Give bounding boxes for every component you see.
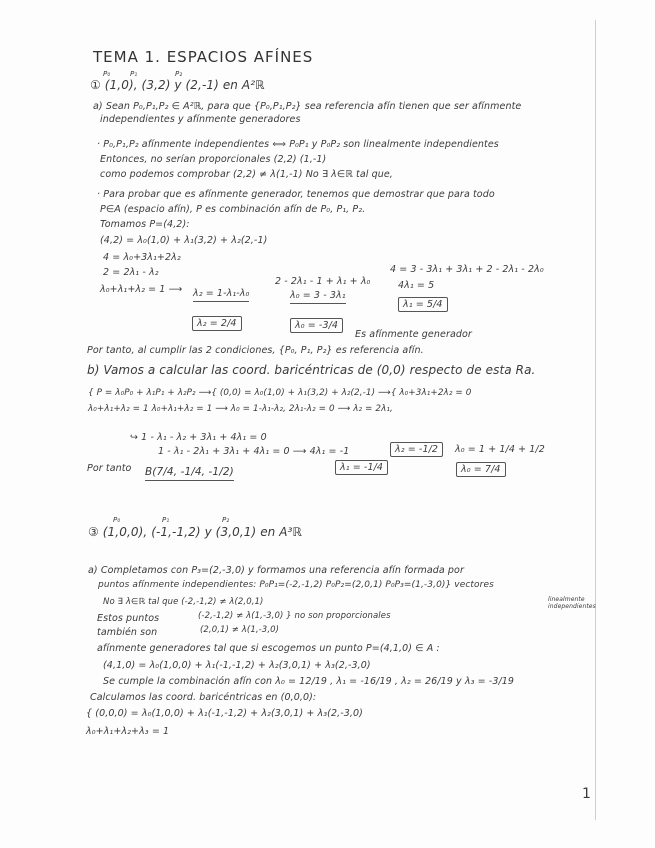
equation: 2 = 2λ₁ - λ₂ [103, 267, 159, 278]
text-line: · Para probar que es afínmente generador, tenemos que demostrar que para todo [97, 189, 495, 200]
text-line: a) Sean P₀,P₁,P₂ ∈ A²ℝ, para que {P₀,P₁,P₂} sea referencia afín tienen que ser afínmente [93, 101, 522, 112]
text-line: (2,0,1) ≠ λ(1,-3,0) [200, 625, 280, 635]
text-line: Por tanto [87, 463, 132, 474]
text-line: · P₀,P₁,P₂ afínmente independientes ⟺ P₀P₁ y P₀P₂ son linealmente independientes [97, 139, 499, 150]
result-box: λ₂ = -1/2 [390, 442, 443, 457]
equation: 4 = 3 - 3λ₁ + 3λ₁ + 2 - 2λ₁ - 2λ₀ [390, 264, 544, 275]
exercise-1-statement: ① (1,0), (3,2) y (2,-1) en A²ℝ [90, 78, 265, 92]
text-line: Se cumple la combinación afín con λ₀ = 12/19 , λ₁ = -16/19 , λ₂ = 26/19 y λ₃ = -3/19 [103, 676, 515, 687]
result-box: λ₀ = 7/4 [456, 462, 506, 477]
equation: λ₀+λ₁+λ₂ = 1 ⟶ [100, 284, 183, 295]
text-line: Tomamos P=(4,2): [100, 219, 190, 230]
exercise-3-statement: ③ (1,0,0), (-1,-1,2) y (3,0,1) en A³ℝ [88, 525, 303, 539]
text-line: también son [97, 627, 158, 638]
equation: λ₀ = 3 - 3λ₁ [290, 290, 346, 304]
point-label: P₁ [130, 70, 138, 78]
text-line: b) Vamos a calcular las coord. baricéntricas de (0,0) respecto de esta Ra. [87, 363, 536, 377]
final-result: B(7/4, -1/4, -1/2) [145, 466, 234, 481]
text-line: (-2,-1,2) ≠ λ(1,-3,0) } no son proporcionales [198, 611, 391, 621]
equation: λ₂ = 1-λ₁-λ₀ [193, 288, 249, 302]
result-box: λ₂ = 2/4 [192, 316, 242, 331]
scan-edge [595, 20, 596, 820]
text-line: a) Completamos con P₃=(2,-3,0) y formamos una referencia afín formada por [88, 565, 464, 576]
point-label: P₀ [103, 70, 111, 78]
text-line: independientes y afínmente generadores [100, 114, 301, 125]
text-line: Calculamos las coord. baricéntricas en (0,0,0): [90, 692, 317, 703]
result-box: λ₀ = -3/4 [290, 318, 343, 333]
equation: { P = λ₀P₀ + λ₁P₁ + λ₂P₂ ⟶{ (0,0) = λ₀(1,0) + λ₁(3,2) + λ₂(2,-1) ⟶{ λ₀+3λ₁+2λ₂ = 0 [88, 388, 472, 398]
equation: (4,1,0) = λ₀(1,0,0) + λ₁(-1,-1,2) + λ₂(3,0,1) + λ₃(2,-3,0) [103, 660, 371, 671]
text-line: Es afínmente generador [355, 329, 472, 340]
equation: 4λ₁ = 5 [398, 280, 435, 291]
equation: 1 - λ₁ - 2λ₁ + 3λ₁ + 4λ₁ = 0 ⟶ 4λ₁ = -1 [158, 446, 350, 457]
equation: λ₀ = 1 + 1/4 + 1/2 [455, 444, 545, 455]
equation: 2 - 2λ₁ - 1 + λ₁ + λ₀ [275, 276, 371, 287]
side-note: linealmente independientes [548, 596, 596, 610]
text-line: como podemos comprobar (2,2) ≠ λ(1,-1) No ∃ λ∈ℝ tal que, [100, 169, 393, 180]
equation: 4 = λ₀+3λ₁+2λ₂ [103, 252, 181, 263]
result-box: λ₁ = -1/4 [335, 460, 388, 475]
text-line: puntos afínmente independientes: P₀P₁=(-2,-1,2) P₀P₂=(2,0,1) P₀P₃=(1,-3,0)} vectores [98, 580, 494, 590]
text-line: Entonces, no serían proporcionales (2,2) (1,-1) [100, 154, 327, 165]
point-label: P₁ [162, 516, 170, 524]
equation: λ₀+λ₁+λ₂ = 1 λ₀+λ₁+λ₂ = 1 ⟶ λ₀ = 1-λ₁-λ₂, 2λ₁-λ₂ = 0 ⟶ λ₂ = 2λ₁, [88, 404, 393, 414]
page-number: 1 [582, 786, 592, 802]
point-label: P₂ [222, 516, 230, 524]
text-line: No ∃ λ∈ℝ tal que (-2,-1,2) ≠ λ(2,0,1) [103, 597, 264, 607]
text-line: P∈A (espacio afín), P es combinación afín de P₀, P₁, P₂. [100, 204, 366, 215]
equation: ↪ 1 - λ₁ - λ₂ + 3λ₁ + 4λ₁ = 0 [130, 432, 267, 443]
text-line: Por tanto, al cumplir las 2 condiciones, {P₀, P₁, P₂} es referencia afín. [87, 345, 424, 356]
equation: λ₀+λ₁+λ₂+λ₃ = 1 [86, 726, 170, 737]
equation: { (0,0,0) = λ₀(1,0,0) + λ₁(-1,-1,2) + λ₂(3,0,1) + λ₃(2,-3,0) [86, 708, 363, 719]
point-label: P₀ [113, 516, 121, 524]
text-line: afínmente generadores tal que si escogemos un punto P=(4,1,0) ∈ A : [97, 643, 440, 654]
page-title: TEMA 1. ESPACIOS AFÍNES [93, 48, 314, 66]
equation: (4,2) = λ₀(1,0) + λ₁(3,2) + λ₂(2,-1) [100, 235, 268, 246]
result-box: λ₁ = 5/4 [398, 297, 448, 312]
point-label: P₂ [175, 70, 183, 78]
text-line: Estos puntos [97, 613, 160, 624]
